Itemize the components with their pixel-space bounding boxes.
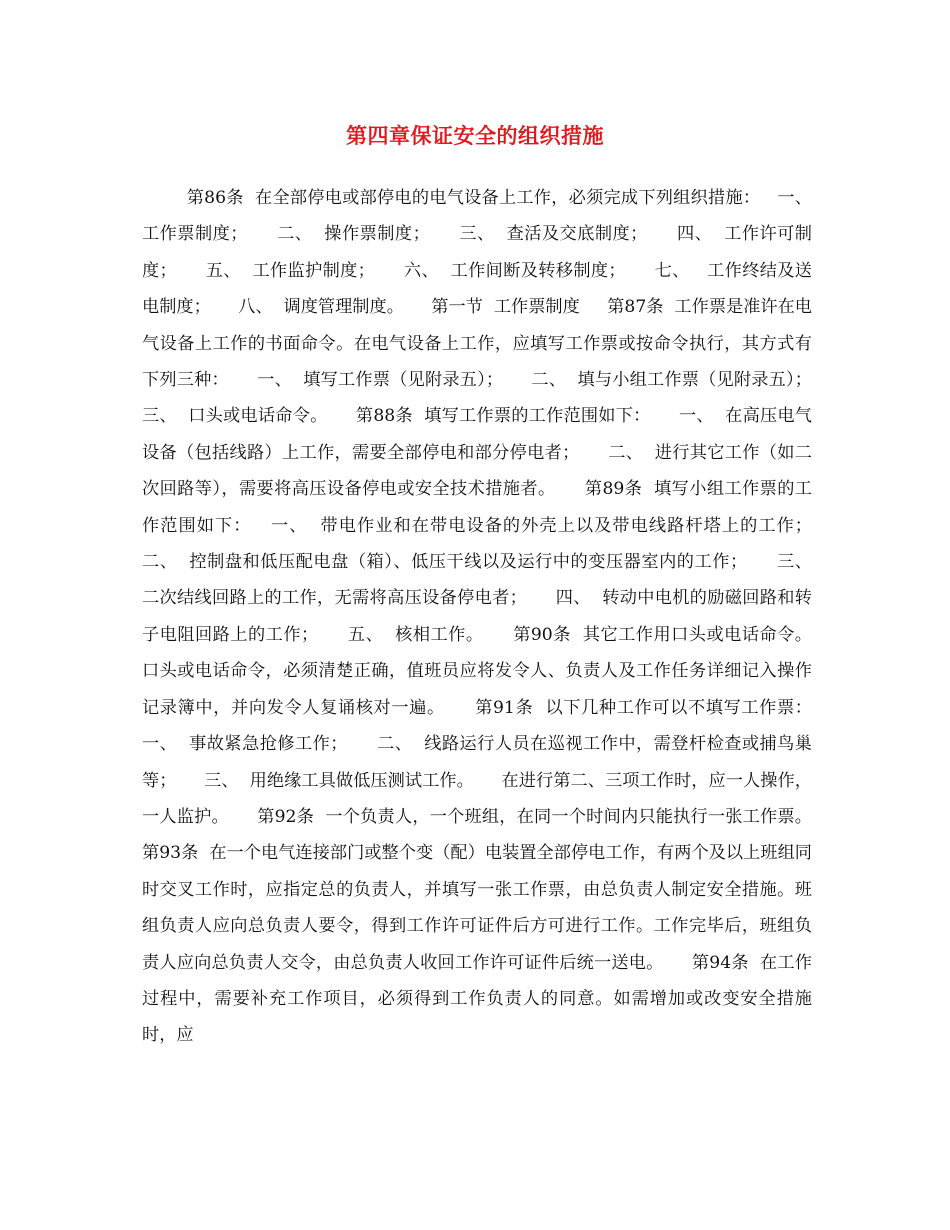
document-title: 第四章保证安全的组织措施 [346, 123, 604, 148]
document-body: 第86条 在全部停电或部停电的电气设备上工作，必须完成下列组织措施： 一、 工作票制度； 二、 操作票制度； 三、 查活及交底制度； 四、 工作许可制度； 五、 工作监护制度； 六、 工作间断及转移制度； 七、 工作终结及送电制度； 八、 调度管理制度。 第一节 工作票制度 第87条 工作票是准许在电气设备上工作的书面命令。在电气设备上工作，应填写工作票或按命令执行，其方式有下列三种： 一、 填写工作票（见附录五）； 二、 填与小组工作票（见附录五）； 三、 口头或电话命令。 第88条 填写工作票的工作范围如下： 一、 在高压电气设备（包括线路）上工作，需要全部停电和部分停电者； 二、 进行其它工作（如二次回路等），需要将高压设备停电或安全技术措施者。 第89条 填写小组工作票的工作范围如下： 一、 带电作业和在带电设备的外壳上以及带电线路杆塔上的工作； 二、 控制盘和低压配电盘（箱）、低压干线以及运行中的变压器室内的工作； 三、 二次结线回路上的工作，无需将高压设备停电者； 四、 转动中电机的励磁回路和转子电阻回路上的工作； 五、 核相工作。 第90条 其它工作用口头或电话命令。 口头或电话命令，必须清楚正确，值班员应将发令人、负责人及工作任务详细记入操作记录簿中，并向发令人复诵核对一遍。 第91条 以下几种工作可以不填写工作票： 一、 事故紧急抢修工作； 二、 线路运行人员在巡视工作中，需登杆检查或捕鸟巢等； 三、 用绝缘工具做低压测试工作。 在进行第二、三项工作时，应一人操作，一人监护。 第92条 一个负责人，一个班组，在同一个时间内只能执行一张工作票。 第93条 在一个电气连接部门或整个变（配）电装置全部停电工作，有两个及以上班组同时交叉工作时，应指定总的负责人，并填写一张工作票，由总负责人制定安全措施。班组负责人应向总负责人要令，得到工作许可证件后方可进行工作。工作完毕后，班组负责人应向总负责人交令，由总负责人收回工作许可证件后统一送电。 第94条 在工作过程中，需要补充工作项目，必须得到工作负责人的同意。如需增加或改变安全措施时，应 [142, 188, 840, 1046]
